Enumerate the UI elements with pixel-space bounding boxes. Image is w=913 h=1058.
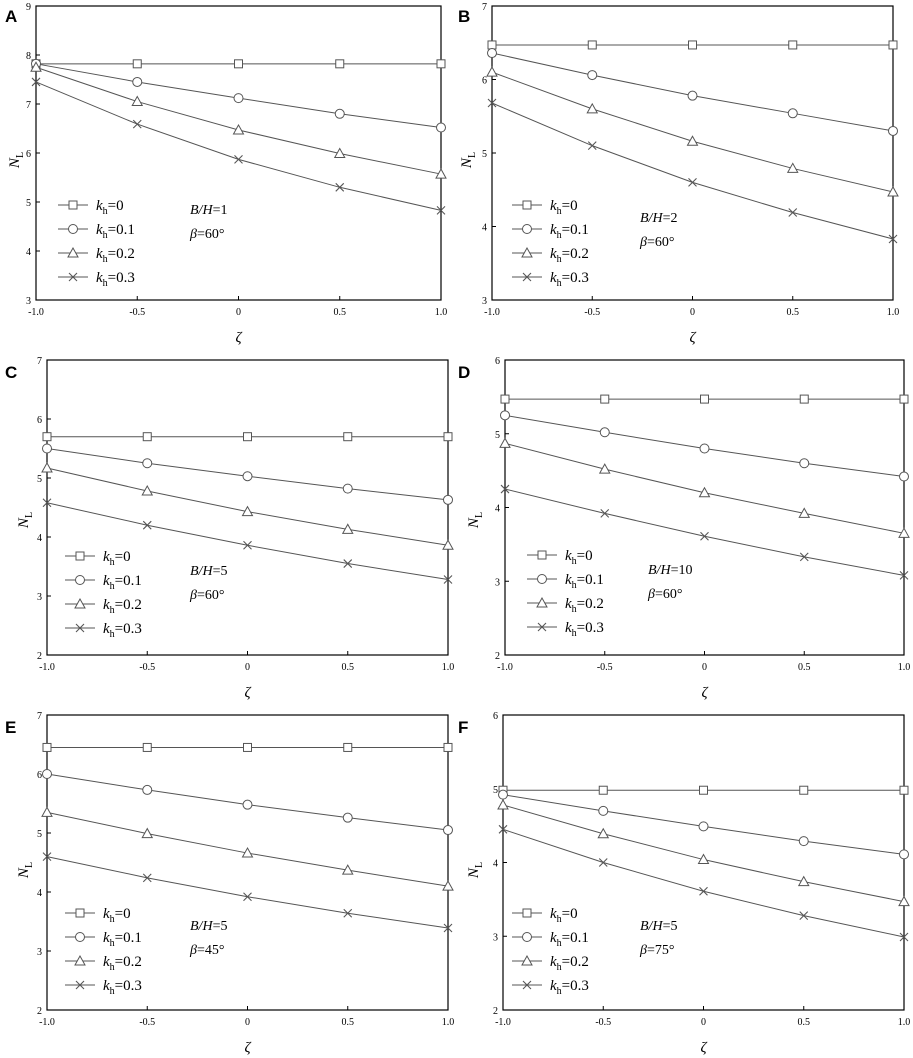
legend-label: $k_h=0.3$	[550, 978, 589, 997]
series-line	[492, 103, 893, 239]
circle-marker	[799, 837, 808, 846]
square-marker	[523, 909, 531, 917]
circle-marker	[501, 411, 510, 420]
y-axis-label: $N_L$	[466, 861, 485, 879]
series-line	[492, 72, 893, 192]
triangle-marker	[500, 438, 510, 447]
series-kh-0-3	[501, 485, 908, 579]
x-tick-label: 1.0	[897, 662, 911, 673]
legend-entry	[58, 222, 135, 241]
legend-label: $k_h=0.3$	[550, 270, 589, 289]
square-marker	[344, 433, 352, 441]
circle-marker	[243, 472, 252, 481]
legend	[58, 198, 135, 289]
legend-entry	[65, 549, 131, 568]
cross-marker	[336, 183, 344, 191]
y-tick-label: 4	[37, 888, 42, 899]
square-marker	[800, 395, 808, 403]
x-tick-label: -0.5	[595, 1017, 612, 1028]
legend-entry	[527, 548, 593, 567]
y-tick-label: 2	[495, 651, 500, 662]
legend-label: $k_h=0.3$	[565, 620, 604, 639]
legend-label: $k_h=0.1$	[103, 930, 142, 949]
y-tick-label: 6	[26, 149, 31, 160]
x-tick-label: 0	[245, 1017, 250, 1028]
x-tick-label: 0	[690, 307, 695, 318]
legend-entry	[65, 930, 142, 949]
annotation-ratio: B/H=1	[190, 203, 228, 218]
cross-marker	[244, 541, 252, 549]
square-marker	[900, 395, 908, 403]
y-tick-label: 5	[37, 829, 42, 840]
series-kh-0	[43, 433, 452, 441]
series-kh-0-1	[43, 444, 453, 504]
y-axis-label: $N_L$	[16, 861, 35, 879]
x-axis-label: ζ	[689, 330, 696, 346]
square-marker	[336, 60, 344, 68]
panel-d	[458, 356, 910, 701]
triangle-marker	[487, 67, 497, 76]
square-marker	[789, 41, 797, 49]
legend-entry	[527, 620, 604, 639]
series-kh-0	[32, 60, 445, 68]
circle-marker	[538, 575, 547, 584]
legend-label: $k_h=0.3$	[103, 621, 142, 640]
cross-marker	[800, 912, 808, 920]
series-line	[36, 67, 441, 174]
y-tick-label: 2	[37, 1006, 42, 1017]
legend-entry	[65, 978, 142, 997]
legend-entry	[512, 198, 578, 217]
x-tick-label: 0.5	[341, 1017, 354, 1028]
y-tick-label: 5	[495, 429, 500, 441]
x-axis-label: ζ	[700, 1040, 707, 1056]
legend-entry	[512, 270, 589, 289]
square-marker	[700, 786, 708, 794]
circle-marker	[69, 225, 78, 234]
circle-marker	[688, 91, 697, 100]
circle-marker	[133, 77, 142, 86]
y-axis-label: $N_L$	[466, 511, 485, 529]
circle-marker	[76, 576, 85, 585]
annotation-angle: β=75°	[640, 943, 675, 958]
series-kh-0-2	[498, 800, 909, 906]
x-tick-label: 1.0	[886, 307, 900, 318]
square-marker	[244, 743, 252, 751]
legend-label: $k_h=0.1$	[550, 222, 589, 241]
triangle-marker	[132, 97, 142, 106]
y-tick-label: 3	[493, 932, 498, 944]
legend-entry	[527, 572, 604, 591]
triangle-marker	[498, 800, 508, 809]
y-tick-label: 3	[482, 296, 487, 307]
x-tick-label: -0.5	[596, 662, 613, 673]
y-tick-label: 5	[482, 149, 487, 160]
y-tick-label: 5	[493, 784, 498, 796]
x-axis-label: ζ	[701, 685, 708, 701]
legend-label: $k_h=0.2$	[103, 597, 142, 616]
panel-letter: B	[458, 7, 471, 26]
square-marker	[444, 743, 452, 751]
y-tick-label: 7	[482, 2, 487, 13]
square-marker	[900, 786, 908, 794]
y-tick-label: 4	[482, 222, 487, 234]
circle-marker	[234, 94, 243, 103]
legend-entry	[512, 954, 589, 973]
legend-label: $k_h=0.1$	[565, 572, 604, 591]
x-tick-label: -0.5	[139, 662, 156, 673]
series-kh-0-1	[488, 49, 898, 136]
y-tick-label: 7	[37, 356, 42, 367]
circle-marker	[499, 790, 508, 799]
circle-marker	[889, 126, 898, 135]
annotation-angle: β=60°	[648, 587, 683, 602]
circle-marker	[600, 428, 609, 437]
square-marker	[133, 60, 141, 68]
circle-marker	[788, 109, 797, 118]
y-tick-label: 4	[495, 503, 500, 515]
series-kh-0	[501, 395, 908, 403]
square-marker	[76, 909, 84, 917]
square-marker	[701, 395, 709, 403]
cross-marker	[235, 155, 243, 163]
square-marker	[69, 201, 77, 209]
circle-marker	[444, 495, 453, 504]
legend-entry	[65, 573, 142, 592]
circle-marker	[599, 806, 608, 815]
annotation-ratio: B/H=2	[640, 211, 678, 226]
square-marker	[588, 41, 596, 49]
square-marker	[43, 743, 51, 751]
y-tick-label: 4	[493, 858, 498, 870]
square-marker	[76, 552, 84, 560]
series-kh-0-2	[42, 807, 453, 890]
square-marker	[889, 41, 897, 49]
circle-marker	[437, 123, 446, 132]
legend-label: $k_h=0.2$	[550, 246, 589, 265]
y-tick-label: 5	[26, 198, 31, 209]
series-kh-0-1	[32, 59, 446, 132]
panel-letter: D	[458, 363, 471, 382]
circle-marker	[700, 444, 709, 453]
square-marker	[235, 60, 243, 68]
x-tick-label: 1.0	[441, 662, 455, 673]
cross-marker	[789, 209, 797, 217]
y-tick-label: 3	[37, 947, 42, 958]
x-tick-label: -0.5	[139, 1017, 156, 1028]
square-marker	[244, 433, 252, 441]
y-tick-label: 4	[26, 247, 31, 258]
legend-entry	[65, 954, 142, 973]
circle-marker	[444, 826, 453, 835]
x-tick-label: -1.0	[495, 1017, 511, 1028]
y-tick-label: 8	[26, 51, 31, 62]
y-tick-label: 6	[495, 356, 500, 367]
y-tick-label: 7	[26, 100, 31, 111]
legend	[65, 549, 142, 640]
annotation-angle: β=60°	[640, 235, 675, 250]
panel-e	[5, 711, 454, 1056]
y-tick-label: 5	[37, 474, 42, 485]
square-marker	[444, 433, 452, 441]
x-tick-label: 1.0	[441, 1017, 455, 1028]
x-axis-label: ζ	[244, 1040, 251, 1056]
panel-letter: E	[5, 718, 17, 737]
x-axis-label: ζ	[244, 685, 251, 701]
square-marker	[800, 786, 808, 794]
square-marker	[143, 743, 151, 751]
legend-entry	[512, 978, 589, 997]
legend-entry	[58, 198, 124, 217]
x-tick-label: 0.5	[798, 662, 811, 673]
y-tick-label: 3	[495, 577, 500, 589]
circle-marker	[588, 71, 597, 80]
circle-marker	[76, 933, 85, 942]
y-tick-label: 3	[37, 592, 42, 603]
y-tick-label: 6	[37, 415, 42, 426]
panel-f	[458, 711, 910, 1056]
annotation-ratio: B/H=5	[190, 919, 228, 934]
x-tick-label: -0.5	[129, 307, 146, 318]
y-tick-label: 4	[37, 533, 42, 544]
legend-label: $k_h=0.1$	[550, 930, 589, 949]
cross-marker	[700, 887, 708, 895]
cross-marker	[800, 553, 808, 561]
x-tick-label: -1.0	[497, 662, 513, 673]
legend	[65, 906, 142, 997]
y-axis-label: $N_L$	[7, 151, 26, 169]
cross-marker	[599, 859, 607, 867]
legend-label: $k_h=0.3$	[103, 978, 142, 997]
x-tick-label: 0	[702, 662, 707, 673]
x-tick-label: -1.0	[28, 307, 44, 318]
legend-label: $k_h=0.2$	[96, 246, 135, 265]
y-tick-label: 6	[37, 770, 42, 781]
series-kh-0	[499, 786, 908, 794]
cross-marker	[133, 120, 141, 128]
x-tick-label: -1.0	[39, 1017, 55, 1028]
square-marker	[689, 41, 697, 49]
circle-marker	[343, 813, 352, 822]
circle-marker	[800, 459, 809, 468]
circle-marker	[343, 484, 352, 493]
x-tick-label: 0.5	[341, 662, 354, 673]
circle-marker	[43, 770, 52, 779]
square-marker	[523, 201, 531, 209]
circle-marker	[900, 850, 909, 859]
legend-entry	[512, 930, 589, 949]
legend-entry	[58, 246, 135, 265]
circle-marker	[523, 225, 532, 234]
square-marker	[43, 433, 51, 441]
triangle-marker	[587, 104, 597, 113]
square-marker	[501, 395, 509, 403]
legend-entry	[58, 270, 135, 289]
x-tick-label: 0.5	[333, 307, 346, 318]
triangle-marker	[42, 807, 52, 816]
square-marker	[344, 743, 352, 751]
cross-marker	[689, 178, 697, 186]
y-axis-label: $N_L$	[16, 511, 35, 529]
triangle-marker	[42, 463, 52, 472]
cross-marker	[701, 532, 709, 540]
legend	[512, 906, 589, 997]
square-marker	[488, 41, 496, 49]
annotation-ratio: B/H=5	[190, 564, 228, 579]
x-tick-label: -1.0	[484, 307, 500, 318]
legend-label: $k_h=0$	[550, 198, 578, 217]
annotation-angle: β=60°	[190, 227, 225, 242]
legend-entry	[527, 596, 604, 615]
legend-label: $k_h=0.2$	[565, 596, 604, 615]
y-tick-label: 2	[493, 1006, 498, 1017]
y-tick-label: 2	[37, 651, 42, 662]
circle-marker	[143, 459, 152, 468]
annotation-ratio: B/H=5	[640, 919, 678, 934]
panel-c	[5, 356, 454, 701]
panel-letter: F	[458, 718, 469, 737]
legend-label: $k_h=0$	[103, 549, 131, 568]
legend	[527, 548, 604, 639]
y-tick-label: 3	[26, 296, 31, 307]
square-marker	[143, 433, 151, 441]
series-kh-0-1	[501, 411, 909, 481]
circle-marker	[900, 472, 909, 481]
x-tick-label: 1.0	[897, 1017, 911, 1028]
circle-marker	[143, 785, 152, 794]
circle-marker	[243, 800, 252, 809]
legend-label: $k_h=0.3$	[96, 270, 135, 289]
legend-label: $k_h=0.2$	[103, 954, 142, 973]
annotation-angle: β=45°	[190, 943, 225, 958]
panel-letter: A	[5, 7, 18, 26]
legend-label: $k_h=0.1$	[103, 573, 142, 592]
annotation-angle: β=60°	[190, 588, 225, 603]
x-tick-label: 0	[245, 662, 250, 673]
legend-entry	[512, 222, 589, 241]
y-tick-label: 7	[37, 711, 42, 722]
legend-label: $k_h=0$	[96, 198, 124, 217]
legend-entry	[512, 906, 578, 925]
x-axis-label: ζ	[235, 330, 242, 346]
circle-marker	[699, 822, 708, 831]
cross-marker	[601, 509, 609, 517]
cross-marker	[143, 521, 151, 529]
x-tick-label: -0.5	[584, 307, 601, 318]
legend-label: $k_h=0.2$	[550, 954, 589, 973]
triangle-marker	[688, 136, 698, 145]
panel-letter: C	[5, 363, 18, 382]
legend-label: $k_h=0$	[565, 548, 593, 567]
legend-label: $k_h=0.1$	[96, 222, 135, 241]
y-tick-label: 6	[493, 711, 498, 722]
circle-marker	[523, 933, 532, 942]
annotation-ratio: B/H=10	[648, 563, 693, 578]
square-marker	[538, 551, 546, 559]
series-kh-0-2	[487, 67, 898, 196]
circle-marker	[43, 444, 52, 453]
x-tick-label: -1.0	[39, 662, 55, 673]
series-kh-0	[488, 41, 897, 49]
x-tick-label: 0.5	[786, 307, 799, 318]
legend	[512, 198, 589, 289]
x-tick-label: 1.0	[434, 307, 448, 318]
x-tick-label: 0.5	[797, 1017, 810, 1028]
y-axis-label: $N_L$	[459, 151, 478, 169]
legend-entry	[512, 246, 589, 265]
legend-label: $k_h=0$	[550, 906, 578, 925]
cross-marker	[588, 142, 596, 150]
legend-entry	[65, 597, 142, 616]
circle-marker	[335, 109, 344, 118]
square-marker	[599, 786, 607, 794]
x-tick-label: 0	[701, 1017, 706, 1028]
circle-marker	[488, 49, 497, 58]
square-marker	[437, 60, 445, 68]
legend-entry	[65, 906, 131, 925]
legend-label: $k_h=0$	[103, 906, 131, 925]
square-marker	[601, 395, 609, 403]
series-kh-0	[43, 743, 452, 751]
legend-entry	[65, 621, 142, 640]
y-tick-label: 6	[482, 75, 487, 87]
panel-a	[5, 2, 447, 346]
panel-b	[458, 2, 899, 346]
y-tick-label: 9	[26, 2, 31, 13]
series-line	[503, 805, 904, 902]
cross-marker	[143, 874, 151, 882]
x-tick-label: 0	[236, 307, 241, 318]
